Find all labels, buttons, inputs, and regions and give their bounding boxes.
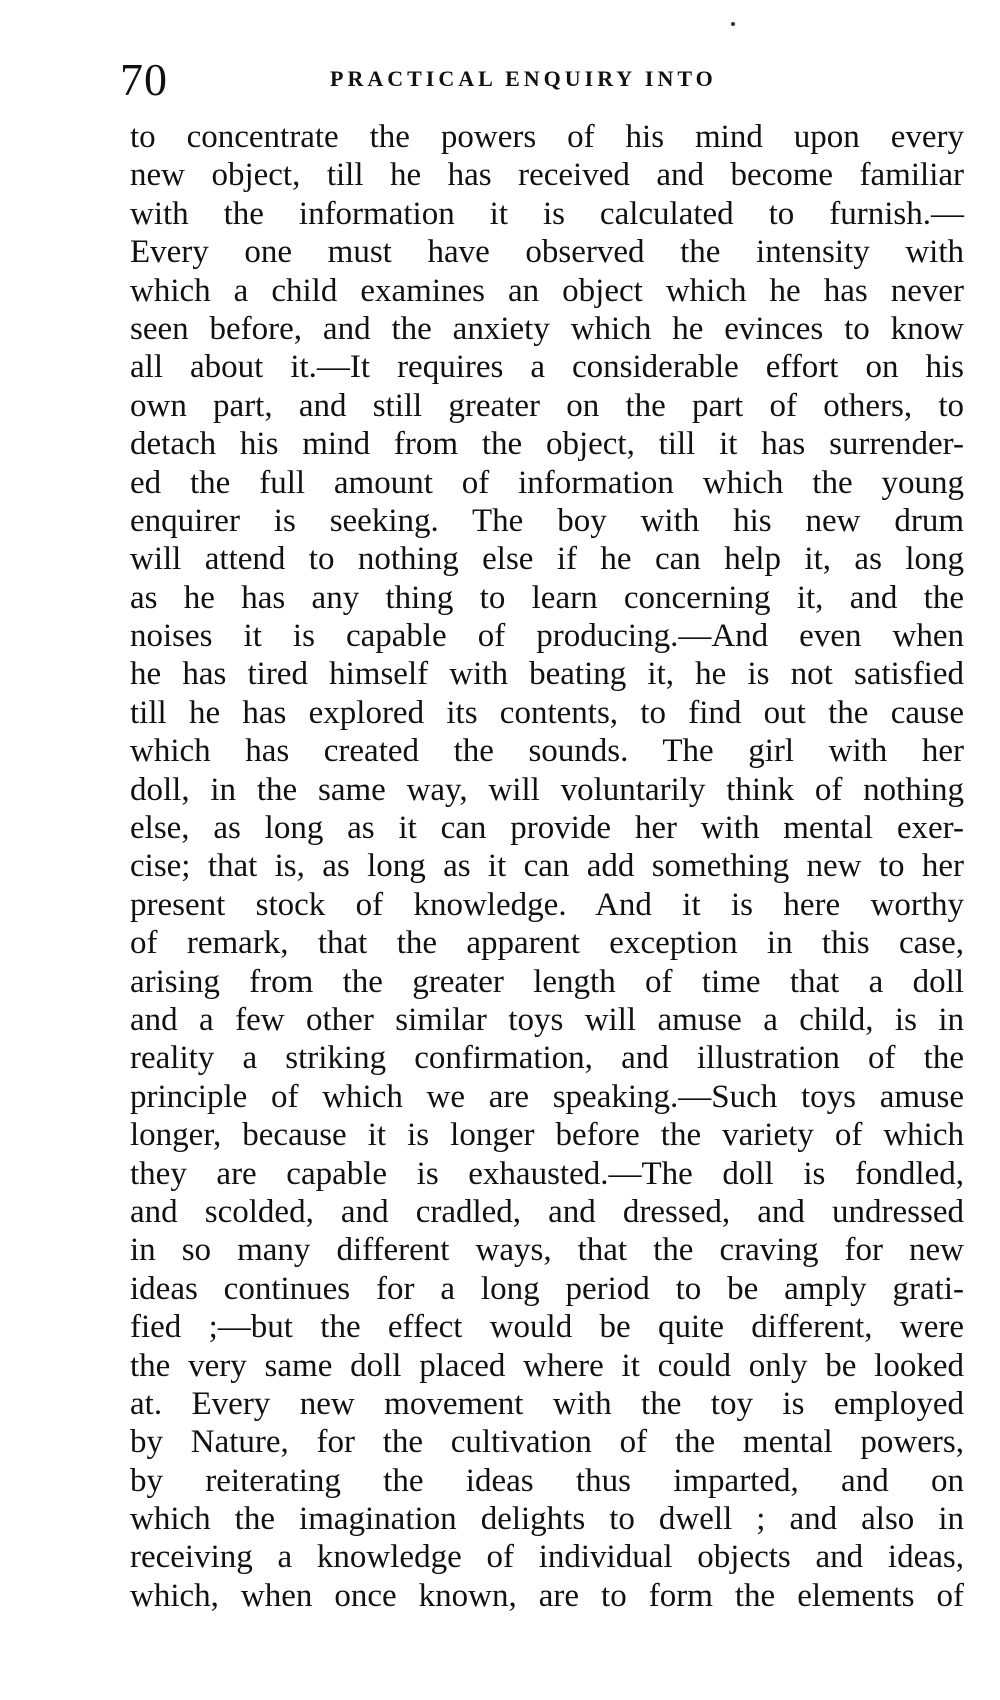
text-line: new object, till he has received and become familiar [130,157,964,194]
text-line: Every one must have observed the intensity with [130,234,964,271]
text-line: to concentrate the powers of his mind upon every [130,119,964,155]
text-line: ideas continues for a long period to be amply grati- [130,1270,964,1307]
text-line: noises it is capable of producing.—And even when [130,618,964,655]
text-line: of remark, that the apparent exception in this case, [130,925,964,962]
text-line: they are capable is exhausted.—The doll is fondled, [130,1155,964,1192]
text-line: with the information it is calculated to furnish.— [130,195,964,232]
text-line: which the imagination delights to dwell ; and also in [130,1501,964,1538]
text-line: by reiterating the ideas thus imparted, and on [130,1462,964,1499]
text-line: which, when once known, are to form the elements of [130,1577,964,1614]
body-text [130,118,964,1615]
text-line: detach his mind from the object, till it has surrender- [130,426,964,463]
text-line: he has tired himself with beating it, he is not satisfied [130,656,964,693]
text-line: all about it.—It requires a considerable effort on his [130,349,964,386]
print-speck [731,22,735,26]
text-line: principle of which we are speaking.—Such toys amuse [130,1078,964,1115]
text-line: receiving a knowledge of individual objects and ideas, [130,1539,964,1576]
text-line: cise; that is, as long as it can add something new to her [130,848,964,885]
text-line: reality a striking confirmation, and illustration of the [130,1040,964,1077]
text-line: till he has explored its contents, to find out the cause [130,694,964,731]
page-header [120,50,960,110]
text-line: present stock of knowledge. And it is here worthy [130,886,964,923]
page-number: 70 [120,54,168,105]
running-head: PRACTICAL ENQUIRY INTO [330,66,717,91]
text-line: and a few other similar toys will amuse a child, is in [130,1001,964,1038]
text-line: arising from the greater length of time that a doll [130,963,964,1000]
text-line: and scolded, and cradled, and dressed, and undressed [130,1193,964,1230]
text-line: which has created the sounds. The girl with her [130,733,964,770]
text-line: in so many different ways, that the craving for new [130,1232,964,1269]
text-line: longer, because it is longer before the variety of which [130,1117,964,1154]
text-line: by Nature, for the cultivation of the mental powers, [130,1424,964,1461]
text-line: will attend to nothing else if he can help it, as long [130,541,964,578]
text-line: as he has any thing to learn concerning it, and the [130,579,964,616]
text-line: doll, in the same way, will voluntarily think of nothing [130,771,964,808]
text-line: enquirer is seeking. The boy with his new drum [130,502,964,539]
text-line: else, as long as it can provide her with mental exer- [130,810,964,847]
text-line: the very same doll placed where it could only be looked [130,1347,964,1384]
text-line: at. Every new movement with the toy is employed [130,1385,964,1422]
text-line: seen before, and the anxiety which he evinces to know [130,310,964,347]
text-line: ed the full amount of information which the young [130,464,964,501]
text-line: which a child examines an object which he has never [130,272,964,309]
text-line: own part, and still greater on the part of others, to [130,387,964,424]
text-line: fied ;—but the effect would be quite different, were [130,1309,964,1346]
